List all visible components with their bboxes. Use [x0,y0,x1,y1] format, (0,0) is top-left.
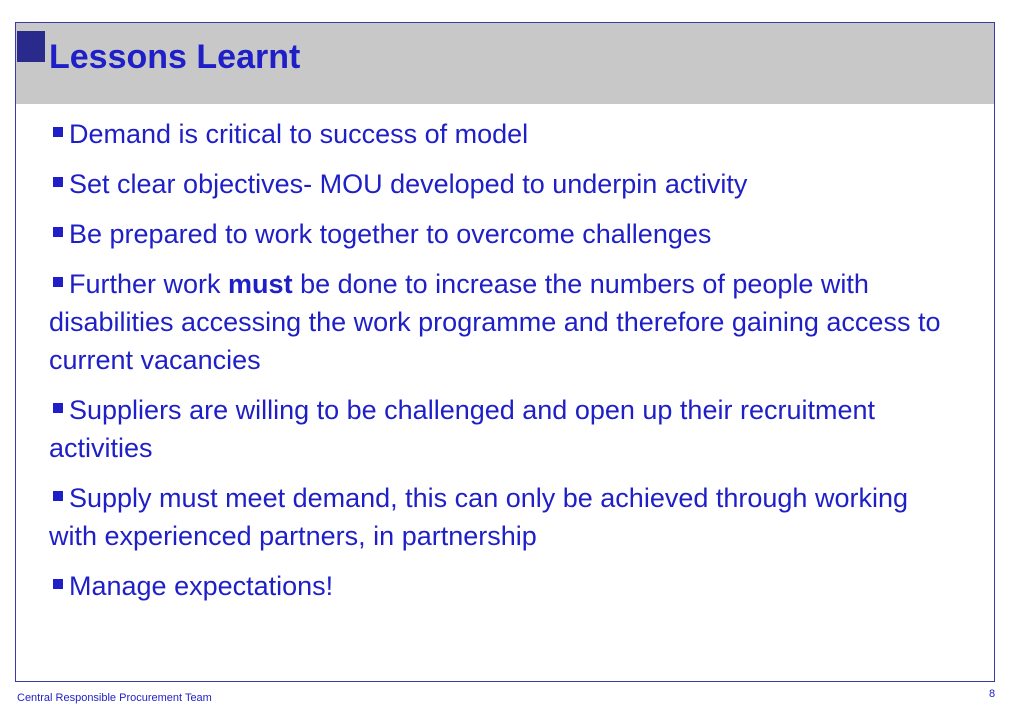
bullet-text: Supply must meet demand, this can only be achieved through working with experienced partners, in partnership [49,483,908,551]
square-bullet-icon [53,177,63,187]
bullet-item [49,391,949,467]
square-bullet-icon [53,579,63,589]
footer-team-name: Central Responsible Procurement Team [17,692,212,704]
square-bullet-icon [53,227,63,237]
square-bullet-icon [53,491,63,501]
bullet-item [49,265,949,379]
bullet-text: Manage expectations! [69,571,334,601]
bullet-list [49,115,949,617]
bullet-text-pre: Further work [69,269,229,299]
bullet-item [49,479,949,555]
square-bullet-icon [53,277,63,287]
square-bullet-icon [53,127,63,137]
bullet-text: Set clear objectives- MOU developed to underpin activity [69,169,748,199]
bullet-text-emphasis: must [228,269,293,299]
bullet-item [49,567,949,605]
bullet-item [49,165,949,203]
bullet-text: Demand is critical to success of model [69,119,529,149]
bullet-item [49,215,949,253]
page-number: 8 [989,688,996,700]
title-accent-square [17,31,45,62]
bullet-text-post: be done to increase the numbers of people with disabilities accessing the work programme and therefore gaining access to current vacancies [49,269,941,375]
slide-title: Lessons Learnt [49,38,301,76]
bullet-item [49,115,949,153]
bullet-text: Suppliers are willing to be challenged and open up their recruitment activities [49,395,875,463]
bullet-text: Be prepared to work together to overcome challenges [69,219,712,249]
square-bullet-icon [53,403,63,413]
